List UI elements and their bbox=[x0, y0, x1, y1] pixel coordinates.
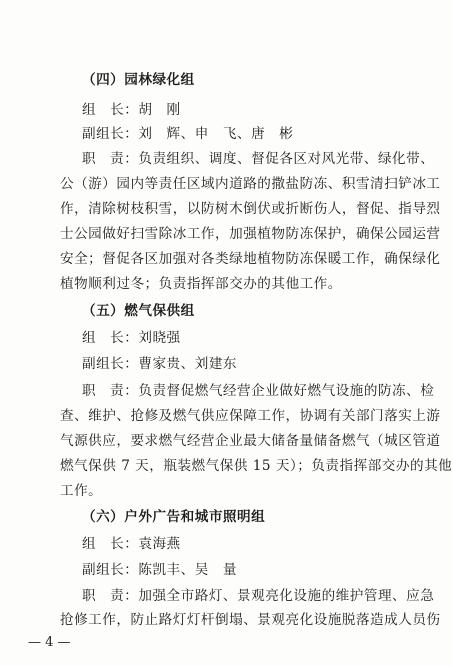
section-heading-outdoor-ads-lighting: （六）户外广告和城市照明组 bbox=[82, 509, 266, 525]
duty-line: 职 责：负责组织、调度、督促各区对风光带、绿化带、 bbox=[82, 151, 435, 167]
duty-line: 安全；督促各区加强对各类绿地植物防冻保暖工作，确保绿化 bbox=[60, 251, 441, 267]
duty-line: 抢修工作，防止路灯灯杆倒塌、景观亮化设施脱落造成人员伤 bbox=[60, 612, 441, 628]
section-heading-gas-supply: （五）燃气保供组 bbox=[82, 303, 195, 319]
duty-line: 气源供应，要求燃气经营企业最大储备量储备燃气（城区管道 bbox=[60, 433, 441, 449]
duty-line: 作，清除树枝积雪，以防树木倒伏或折断伤人，督促、指导烈 bbox=[60, 201, 441, 217]
duty-line: 职 责：负责督促燃气经营企业做好燃气设施的防冻、检 bbox=[82, 383, 435, 399]
section-leader: 组 长：刘晓强 bbox=[82, 330, 181, 346]
section-leader: 组 长：袁海燕 bbox=[82, 536, 181, 552]
duty-line: 士公园做好扫雪除冰工作，加强植物防冻保护，确保公园运营 bbox=[60, 226, 441, 242]
page-number: — 4 — bbox=[28, 635, 71, 650]
duty-line: 燃气保供 7 天，瓶装燃气保供 15 天）；负责指挥部交办的其他 bbox=[60, 458, 452, 474]
duty-line: 工作。 bbox=[60, 483, 103, 499]
duty-line: 植物顺利过冬；负责指挥部交办的其他工作。 bbox=[60, 276, 342, 292]
section-leader: 组 长：胡 刚 bbox=[82, 102, 181, 118]
duty-line: 公（游）园内等责任区域内道路的撒盐防冻、积雪清扫铲冰工 bbox=[60, 176, 441, 192]
section-deputy-leader: 副组长：刘 辉、申 飞、唐 彬 bbox=[82, 126, 294, 142]
section-deputy-leader: 副组长：陈凯丰、吴 量 bbox=[82, 562, 238, 578]
duty-line: 职 责：加强全市路灯、景观亮化设施的维护管理、应急 bbox=[82, 588, 435, 604]
section-heading-gardening: （四）园林绿化组 bbox=[82, 72, 195, 88]
duty-line: 查、维护、抢修及燃气供应保障工作，协调有关部门落实上游 bbox=[60, 408, 441, 424]
section-deputy-leader: 副组长：曹家贵、刘建东 bbox=[82, 356, 238, 372]
